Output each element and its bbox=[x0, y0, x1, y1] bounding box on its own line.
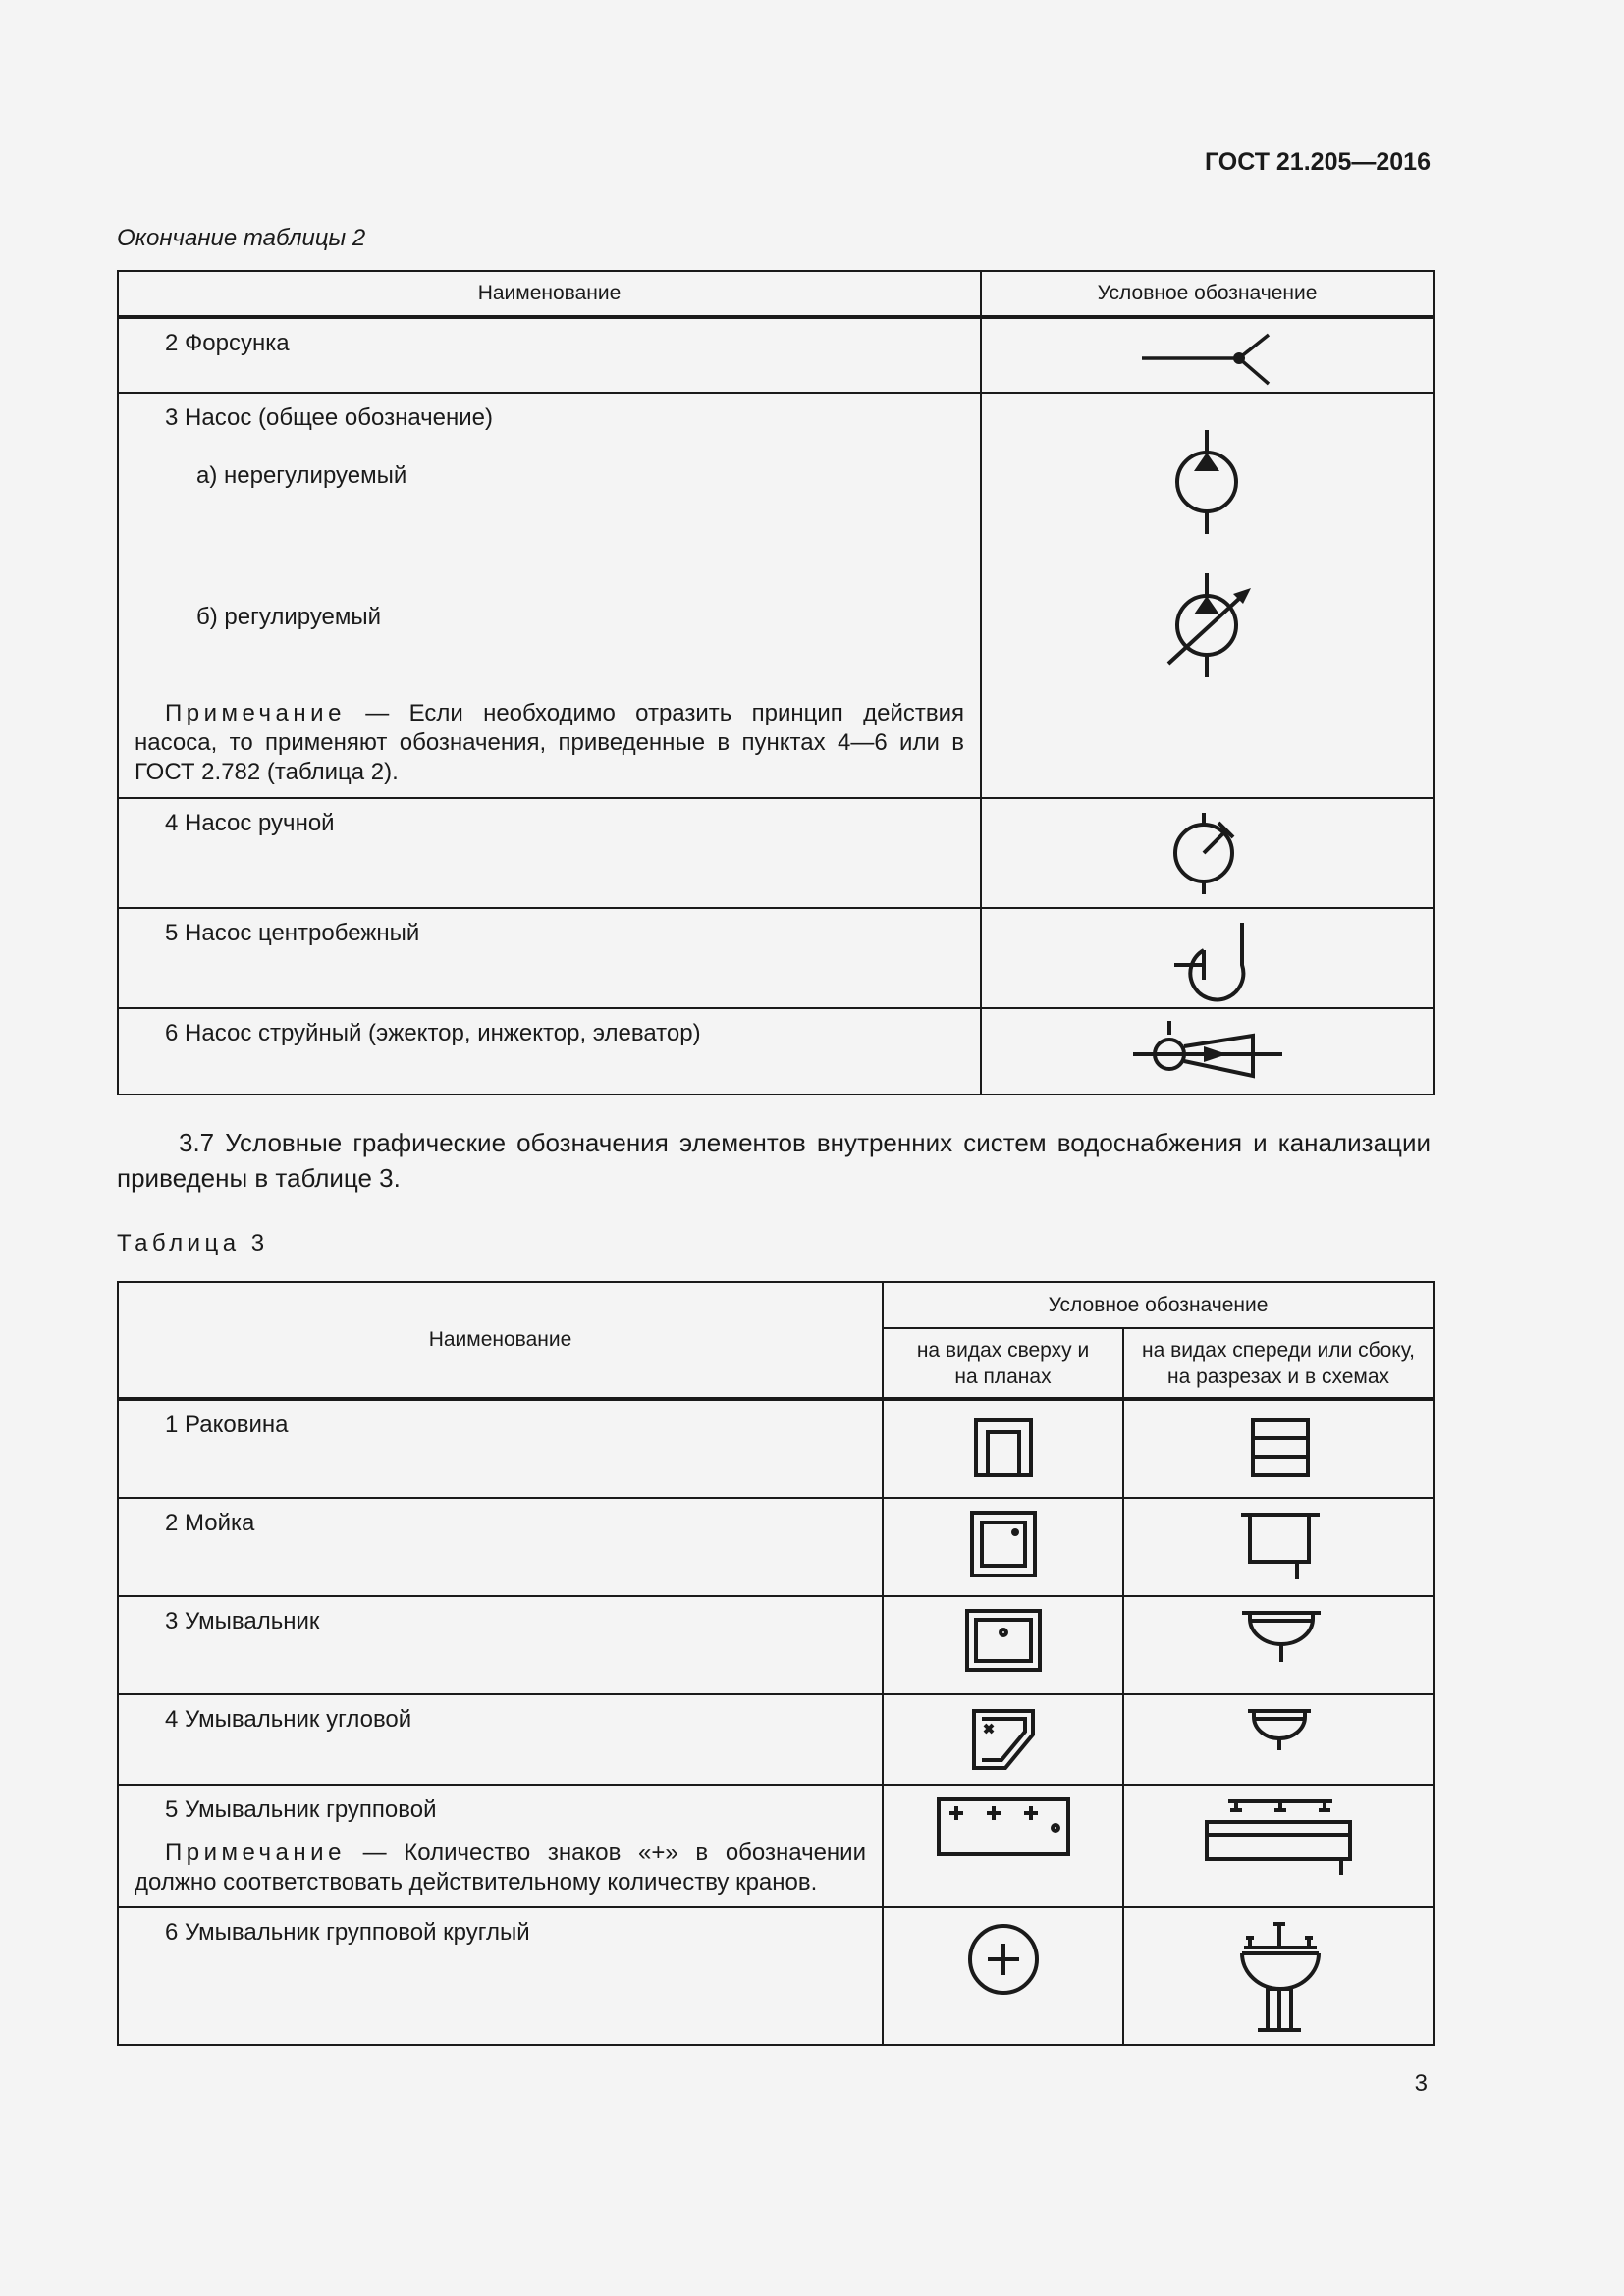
corner-washbasin-front-symbol bbox=[1123, 1694, 1434, 1785]
corner-washbasin-top-symbol bbox=[883, 1694, 1123, 1785]
table2-caption: Окончание таблицы 2 bbox=[117, 225, 366, 251]
row-sub-a: а) нерегулируемый bbox=[196, 462, 407, 489]
table-row bbox=[118, 1785, 1434, 1907]
sink-top-symbol bbox=[883, 1399, 1123, 1498]
row-sub-b: б) регулируемый bbox=[196, 604, 382, 630]
note: Примечание — Количество знаков «+» в обозначении должно соответствовать действительному количеству кранов. bbox=[135, 1840, 866, 1896]
document-code: ГОСТ 21.205—2016 bbox=[1204, 148, 1431, 176]
table-3 bbox=[117, 1281, 1435, 2046]
table-2 bbox=[117, 270, 1435, 1095]
table-row bbox=[118, 798, 1434, 908]
col-header-top-view: на видах сверху и на планах bbox=[883, 1328, 1123, 1399]
table-row bbox=[118, 1498, 1434, 1596]
group-washbasin-front-symbol bbox=[1123, 1785, 1434, 1907]
sink-front-symbol bbox=[1123, 1399, 1434, 1498]
table-row bbox=[118, 908, 1434, 1008]
row-label: 5 Умывальник групповой bbox=[165, 1796, 437, 1823]
table-row bbox=[118, 1008, 1434, 1095]
table-row bbox=[118, 393, 1434, 798]
nozzle-symbol bbox=[981, 317, 1434, 393]
row-label: 4 Умывальник угловой bbox=[165, 1706, 412, 1733]
hand-pump-symbol bbox=[981, 798, 1434, 908]
centrifugal-pump-symbol bbox=[981, 908, 1434, 1008]
pump-regulated-symbol bbox=[1168, 573, 1241, 677]
row-label: 2 Мойка bbox=[165, 1510, 255, 1536]
page-number: 3 bbox=[1414, 2070, 1428, 2097]
table-row bbox=[118, 1907, 1434, 2045]
round-group-washbasin-top-symbol bbox=[883, 1907, 1123, 2045]
col-header-name: Наименование bbox=[118, 1282, 883, 1399]
col-header-symbol: Условное обозначение bbox=[981, 271, 1434, 317]
row-label: 6 Умывальник групповой круглый bbox=[165, 1919, 530, 1946]
row-label: 2 Форсунка bbox=[165, 330, 290, 356]
group-washbasin-top-symbol bbox=[883, 1785, 1123, 1907]
table3-caption: Таблица 3 bbox=[117, 1230, 269, 1256]
row-label: 4 Насос ручной bbox=[165, 810, 335, 836]
kitchen-sink-top-symbol bbox=[883, 1498, 1123, 1596]
kitchen-sink-front-symbol bbox=[1123, 1498, 1434, 1596]
table-row bbox=[118, 1694, 1434, 1785]
round-group-washbasin-front-symbol bbox=[1123, 1907, 1434, 2045]
row-label: 6 Насос струйный (эжектор, инжектор, элеватор) bbox=[165, 1020, 701, 1046]
table-row bbox=[118, 317, 1434, 393]
pump-symbols-cell bbox=[981, 393, 1434, 798]
col-header-name: Наименование bbox=[118, 271, 981, 317]
row-label: 5 Насос центробежный bbox=[165, 920, 420, 946]
table-row bbox=[118, 1399, 1434, 1498]
pump-unregulated-symbol bbox=[1177, 430, 1236, 534]
washbasin-front-symbol bbox=[1123, 1596, 1434, 1694]
washbasin-top-symbol bbox=[883, 1596, 1123, 1694]
col-header-front-view: на видах спереди или сбоку, на разрезах и в схемах bbox=[1123, 1328, 1434, 1399]
jet-pump-symbol bbox=[981, 1008, 1434, 1095]
table-row bbox=[118, 1596, 1434, 1694]
row-label: 3 Насос (общее обозначение) bbox=[165, 404, 494, 431]
col-header-symbol: Условное обозначение bbox=[883, 1282, 1434, 1328]
paragraph-3-7: 3.7 Условные графические обозначения элементов внутренних систем водоснабжения и канализации приведены в таблице 3. bbox=[117, 1128, 1431, 1193]
note: Примечание — Если необходимо отразить принцип действия насоса, то применяют обозначения, приведенные в пунктах 4—6 или в ГОСТ 2.782 (таблица 2). bbox=[135, 700, 964, 785]
row-label: 3 Умывальник bbox=[165, 1608, 320, 1634]
row-label: 1 Раковина bbox=[165, 1412, 289, 1438]
